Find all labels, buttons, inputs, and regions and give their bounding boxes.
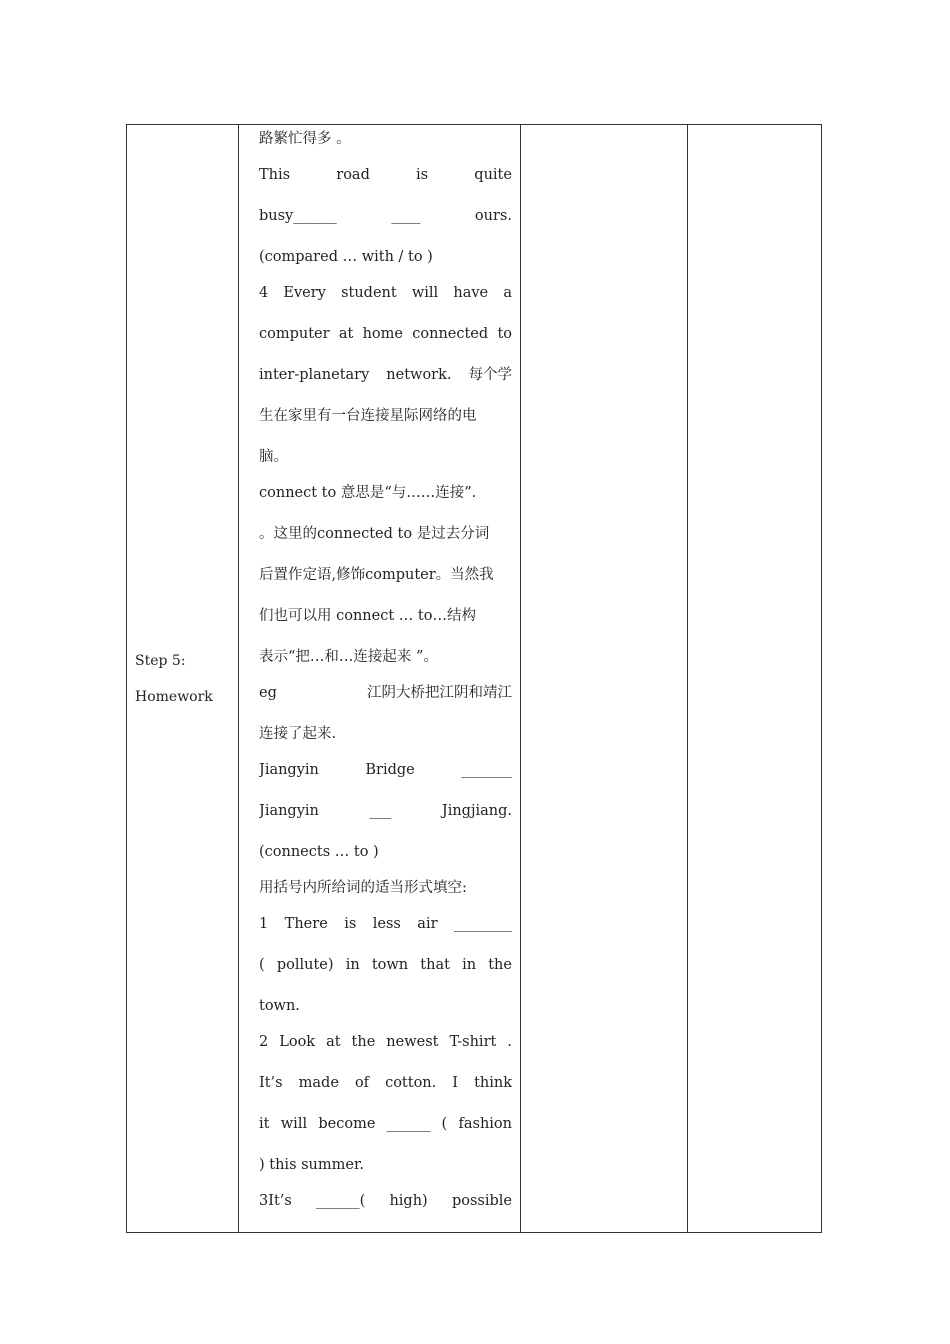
text-line: 连接了起来. xyxy=(259,726,337,742)
text-line: 3It’s ______( high) possible xyxy=(259,1193,512,1209)
step-title: Homework xyxy=(135,688,213,705)
text-line: 。这里的connected to 是过去分词 xyxy=(259,526,490,542)
text-line: 路繁忙得多 。 xyxy=(259,131,351,147)
text-line: 后置作定语,修饰computer。当然我 xyxy=(259,567,494,583)
empty-cell xyxy=(688,125,822,1233)
content-cell xyxy=(239,125,521,1233)
lesson-plan-table xyxy=(126,124,822,1233)
table-row xyxy=(127,125,822,1233)
step-cell xyxy=(127,125,239,1233)
text-line: 表示“把…和…连接起来 ”。 xyxy=(259,649,438,665)
text-line: town. xyxy=(259,998,300,1014)
text-line: 们也可以用 connect … to…结构 xyxy=(259,608,476,624)
text-line: 用括号内所给词的适当形式填空: xyxy=(259,880,467,896)
text-line: (connects … to ) xyxy=(259,844,379,860)
text-line: inter-planetary network. 每个学 xyxy=(259,367,512,383)
text-line: ) this summer. xyxy=(259,1157,364,1173)
text-line: ( pollute) in town that in the xyxy=(259,957,512,973)
text-line: This road is quite xyxy=(259,167,512,183)
text-line: (compared … with / to ) xyxy=(259,249,433,265)
text-line: computer at home connected to xyxy=(259,326,512,342)
content-lines xyxy=(259,129,512,1232)
text-line: 生在家里有一台连接星际网络的电 xyxy=(259,408,477,424)
empty-cell xyxy=(521,125,688,1233)
text-line: Jiangyin ___ Jingjiang. xyxy=(259,803,512,819)
text-line: eg 江阴大桥把江阴和靖江 xyxy=(259,685,512,701)
text-line: 2 Look at the newest T-shirt . xyxy=(259,1034,512,1050)
text-line: connect to 意思是“与……连接”. xyxy=(259,485,477,501)
text-line: it will become ______ ( fashion xyxy=(259,1116,512,1132)
text-line: 1 There is less air ________ xyxy=(259,916,512,932)
text-line: busy______ ____ ours. xyxy=(259,208,512,224)
text-line: 4 Every student will have a xyxy=(259,285,512,301)
text-line: Jiangyin Bridge _______ xyxy=(259,762,512,778)
text-line: 脑。 xyxy=(259,449,288,465)
text-line: It’s made of cotton. I think xyxy=(259,1075,512,1091)
step-label: Step 5: xyxy=(135,652,186,669)
